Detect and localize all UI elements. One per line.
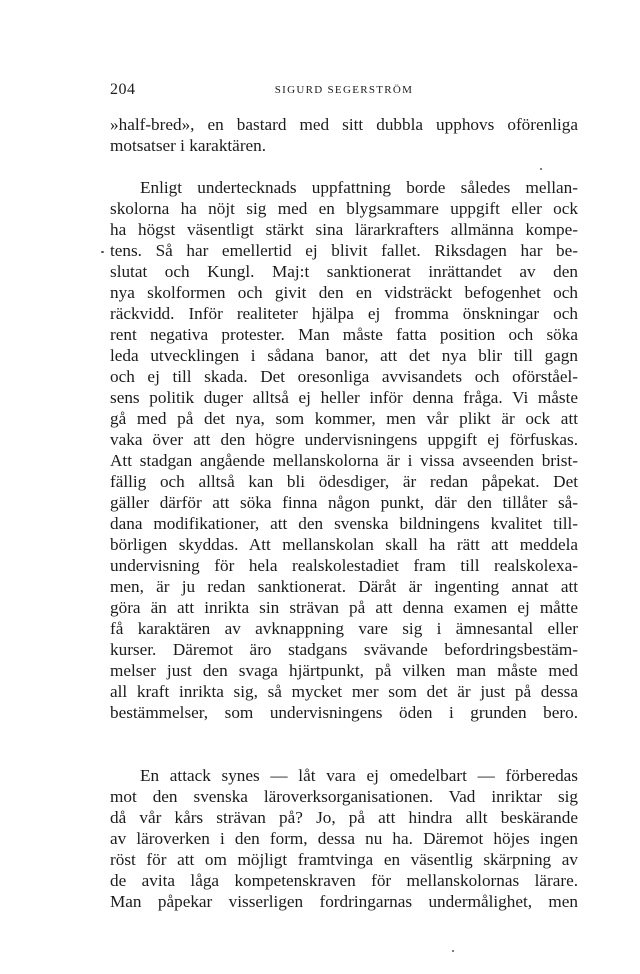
paragraph-1 — [110, 114, 578, 156]
text-line: leda utvecklingen i sådana banor, att det nya blir till gagn — [110, 346, 578, 365]
text-line: En attack synes — låt vara ej omedelbart — förberedas — [140, 766, 578, 785]
text-line: röst för att om möjligt framtvinga en väsentlig skärpning av — [110, 850, 578, 869]
text-line: vaka över att den högre undervisningens uppgift ej förfuskas. — [110, 430, 578, 449]
text-line: rent negativa protester. Man måste fatta position och söka — [110, 325, 578, 344]
text-line: motsatser i karaktären. — [110, 136, 267, 155]
text-line: Enligt undertecknads uppfattning borde således mellan- — [140, 178, 578, 197]
page-number: 204 — [110, 81, 136, 98]
text-line: tens. Så har emellertid ej blivit fallet. Riksdagen har be- — [110, 241, 578, 260]
text-line — [110, 723, 578, 744]
text-line: skolorna ha nöjt sig med en blygsammare uppgift eller ock — [110, 199, 578, 218]
paragraph-spacer — [110, 156, 578, 177]
text-line: gå med på det nya, som kommer, men vår plikt är ock att — [110, 409, 578, 428]
text-line: då vår kårs strävan på? Jo, på att hindra allt beskärande — [110, 808, 578, 827]
page-header — [110, 80, 578, 100]
print-speck — [452, 950, 454, 952]
text-line: mot den svenska läroverksorganisationen. Vad inriktar sig — [110, 787, 578, 806]
text-line: men, är ju redan sanktionerat. Däråt är ingenting annat att — [110, 577, 578, 596]
text-line: »half-bred», en bastard med sitt dubbla upphovs oförenliga — [110, 115, 578, 134]
paragraph-2 — [110, 177, 578, 765]
print-speck — [540, 168, 542, 170]
running-head: SIGURD SEGERSTRÖM — [274, 84, 414, 96]
text-line: nya skolformen och givit den en vidsträckt befogenhet och — [110, 283, 578, 302]
text-line: slutat och Kungl. Maj:t sanktionerat inrättandet av den — [110, 262, 578, 281]
text-line: de avita låga kompetenskraven för mellanskolornas lärare. — [110, 871, 578, 890]
body-text — [110, 114, 578, 912]
text-line: sens politik duger alltså ej heller inför denna fråga. Vi måste — [110, 388, 578, 407]
text-line — [110, 744, 578, 765]
text-line: börligen skyddas. Att mellanskolan skall ha rätt att meddela — [110, 535, 578, 554]
print-speck — [101, 251, 104, 253]
text-line: bestämmelser, som undervisningens öden i grunden bero. — [110, 703, 578, 722]
text-line: all kraft inrikta sig, så mycket mer som det är just på dessa — [110, 682, 578, 701]
text-line: fällig och alltså kan bli ödesdiger, är redan påpekat. Det — [110, 472, 578, 491]
text-line: ha högst väsentligt stärkt sina lärarkrafters allmänna kompe- — [110, 220, 578, 239]
text-line: göra än att inrikta sin strävan på att denna examen ej måtte — [110, 598, 578, 617]
text-line: undervisning för hela realskolestadiet fram till realskolexa- — [110, 556, 578, 575]
text-line: av läroverken i den form, dessa nu ha. Däremot höjes ingen — [110, 829, 578, 848]
text-line: Att stadgan angående mellanskolorna är i vissa avseenden brist- — [110, 451, 578, 470]
text-line: dana modifikationer, att den svenska bildningens kvalitet till- — [110, 514, 578, 533]
text-line: räckvidd. Inför realiteter hjälpa ej fromma önskningar och — [110, 304, 578, 323]
text-line: Man påpekar visserligen fordringarnas undermålighet, men — [110, 892, 578, 911]
text-line: kurser. Däremot äro stadgans svävande befordringsbestäm- — [110, 640, 578, 659]
text-line: melser just den svaga hjärtpunkt, på vilken man måste med — [110, 661, 578, 680]
text-line: få karaktären av avknappning vare sig i ämnesantal eller — [110, 619, 578, 638]
text-line: gäller därför att söka finna någon punkt, där den tillåter så- — [110, 493, 578, 512]
paragraph-3 — [110, 765, 578, 912]
text-line: och ej till skada. Det oresonliga avvisandets och oförståel- — [110, 367, 578, 386]
